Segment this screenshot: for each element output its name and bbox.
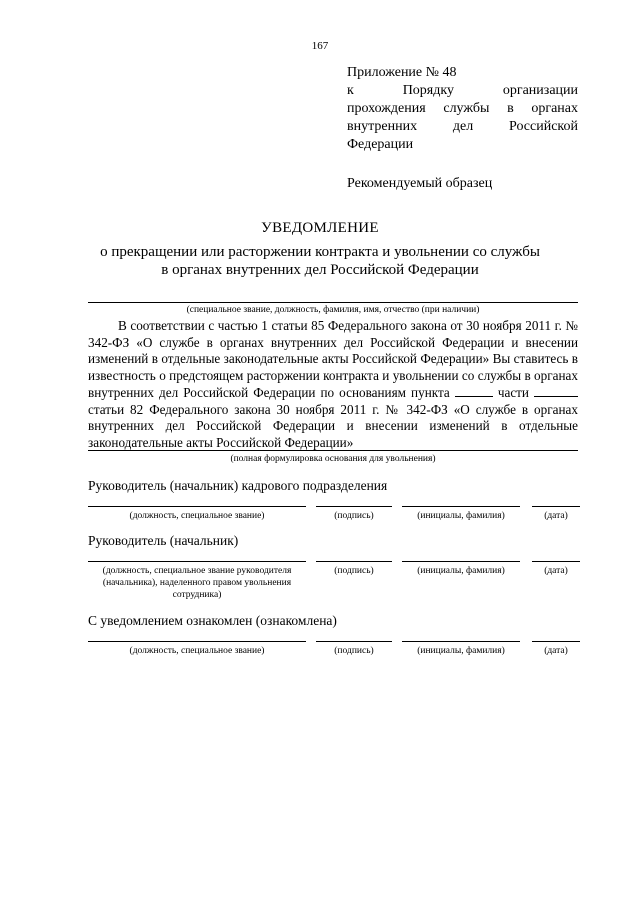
sample-label: Рекомендуемый образец (347, 176, 493, 191)
hr-head-position-caption: (должность, специальное звание) (129, 511, 265, 521)
hr-head-position-line[interactable] (88, 506, 306, 507)
appendix-header (347, 64, 578, 154)
head-date-caption: (дата) (544, 566, 568, 576)
head-date-line[interactable] (532, 561, 580, 562)
hr-head-date-line[interactable] (532, 506, 580, 507)
appendix-line: внутренних дел Российской (347, 119, 579, 134)
acknowledged-signature-caption: (подпись) (334, 646, 374, 656)
head-signature-line[interactable] (316, 561, 392, 562)
acknowledged-date-caption: (дата) (544, 646, 568, 656)
document-subtitle: о прекращении или расторжении контракта и увольнении со службы в органах внутренних дел Российской Федерации (100, 244, 540, 278)
employee-field-line[interactable] (88, 302, 578, 303)
reason-field-line[interactable] (88, 450, 578, 451)
head-position-caption: (должность, специальное звание руководителя (начальника), наделенного правом увольнения сотрудника) (102, 566, 292, 600)
acknowledged-label: С уведомлением ознакомлен (ознакомлена) (88, 613, 337, 628)
hr-head-name-caption: (инициалы, фамилия) (417, 511, 505, 521)
appendix-line: к Порядку организации (347, 83, 579, 98)
hr-head-signature-caption: (подпись) (334, 511, 374, 521)
hr-head-name-line[interactable] (402, 506, 520, 507)
acknowledged-signature-line[interactable] (316, 641, 392, 642)
appendix-line: прохождения службы в органах (347, 101, 579, 116)
acknowledged-date-line[interactable] (532, 641, 580, 642)
acknowledged-position-caption: (должность, специальное звание) (129, 646, 265, 656)
notice-body: В соответствии с частью 1 статьи 85 Федерального закона от 30 ноября 2011 г. № 342-ФЗ «О службе в органах внутренних дел Российской Федерации и внесении изменений в отдельные законодательные акты Российской Федерации» Вы ставитесь в известность о предстоящем расторжении контракта и увольнении со службы в органах внутренних дел Российской Федерации по основаниям пункта части статьи 82 Федерального закона 30 ноября 2011 г. № 342-ФЗ «О службе в органах внутренних дел Российской Федерации и внесении изменений в отдельные законодательные акты Российской Федерации» (88, 318, 578, 450)
hr-head-label: Руководитель (начальник) кадрового подразделения (88, 478, 388, 493)
reason-field-caption: (полная формулировка основания для увольнения) (230, 454, 436, 464)
part-blank[interactable] (534, 385, 578, 397)
hr-head-date-caption: (дата) (544, 511, 568, 521)
employee-field-caption: (специальное звание, должность, фамилия, имя, отчество (при наличии) (186, 305, 480, 315)
page-number: 167 (311, 40, 329, 52)
head-name-line[interactable] (402, 561, 520, 562)
head-position-line[interactable] (88, 561, 306, 562)
head-label: Руководитель (начальник) (88, 533, 239, 548)
clause-blank[interactable] (455, 385, 493, 397)
document-title: УВЕДОМЛЕНИЕ (261, 220, 379, 236)
acknowledged-position-line[interactable] (88, 641, 306, 642)
appendix-line: Федерации (347, 137, 414, 152)
appendix-number: Приложение № 48 (347, 65, 457, 80)
head-name-caption: (инициалы, фамилия) (417, 566, 505, 576)
acknowledged-name-caption: (инициалы, фамилия) (417, 646, 505, 656)
head-signature-caption: (подпись) (334, 566, 374, 576)
acknowledged-name-line[interactable] (402, 641, 520, 642)
hr-head-signature-line[interactable] (316, 506, 392, 507)
